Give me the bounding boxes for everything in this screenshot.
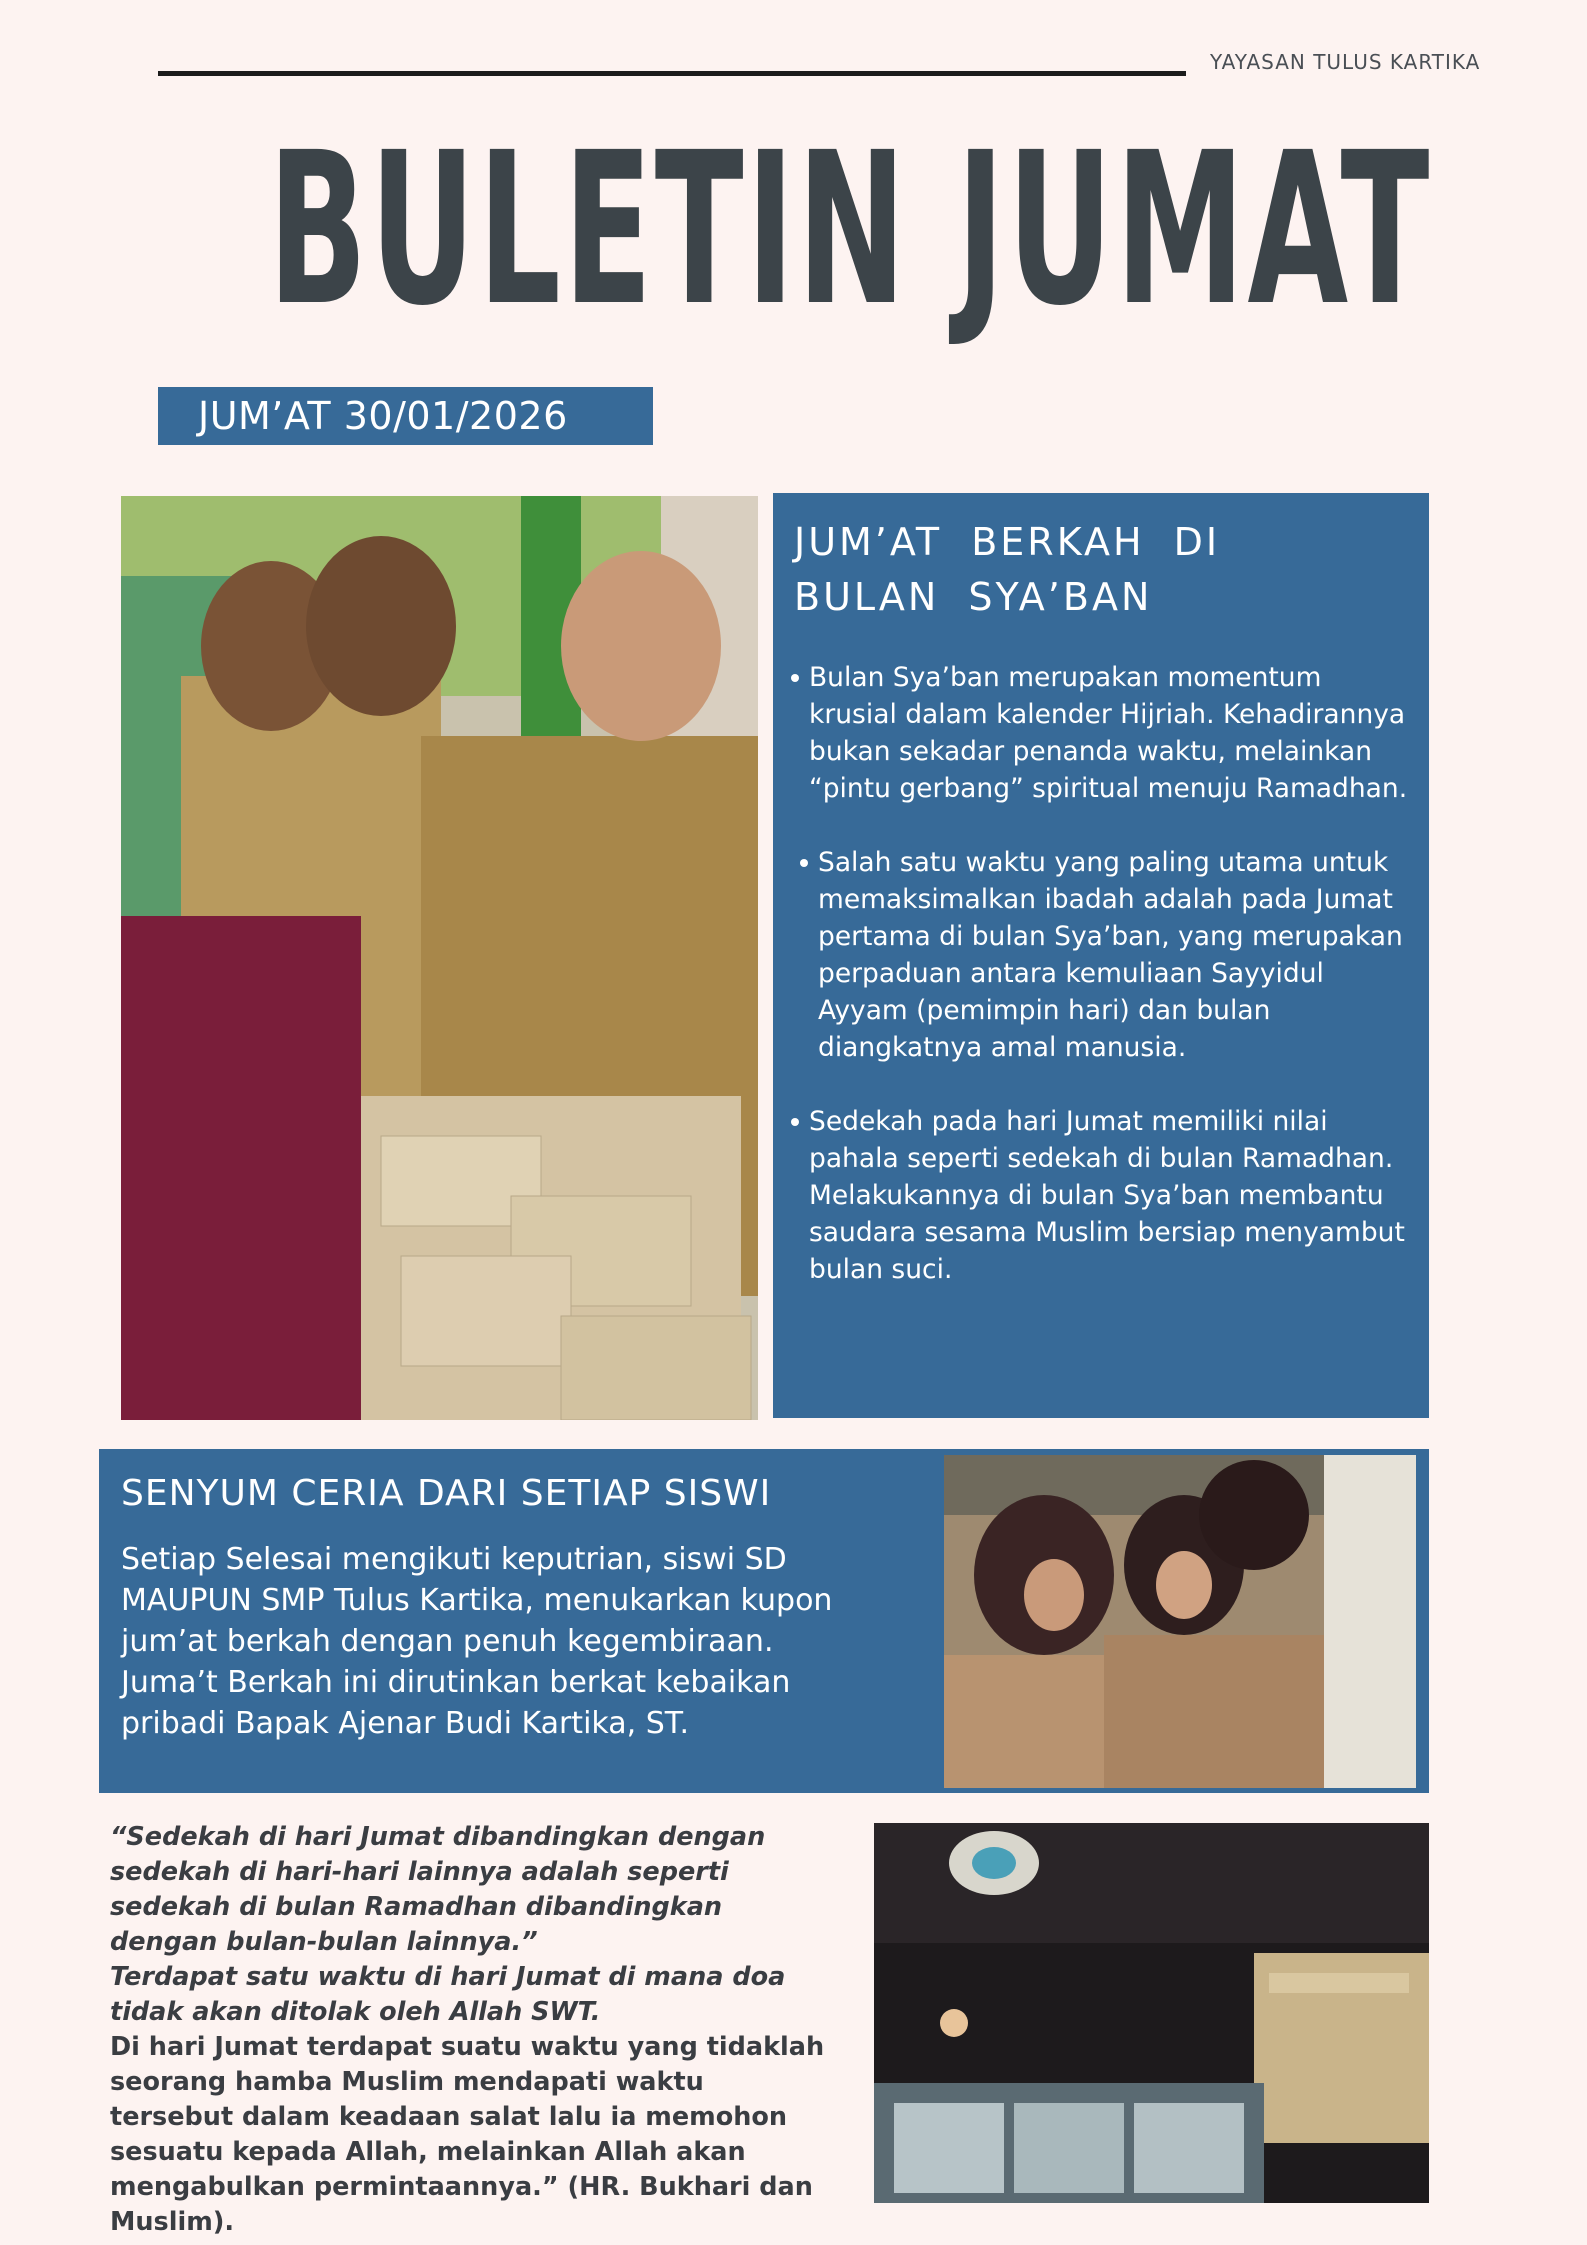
photo-students-food-boxes xyxy=(121,496,758,1420)
organization-name: YAYASAN TULUS KARTIKA xyxy=(1210,50,1481,74)
page-title: BULETIN JUMAT xyxy=(268,107,1432,352)
photo-students-smiling xyxy=(944,1455,1416,1788)
quote-paragraph: Di hari Jumat terdapat suatu waktu yang tidaklah seorang hamba Muslim mendapati waktu tersebut dalam keadaan salat lalu ia memohon sesuatu kepada Allah, melainkan Allah akan mengabulkan permintaannya.” (HR. Bukhari dan Muslim). xyxy=(110,2032,825,2237)
bullet-item: Sedekah pada hari Jumat memiliki nilai pahala seperti sedekah di bulan Ramadhan. Melakukannya di bulan Sya’ban membantu saudara sesama Muslim bersiap menyambut bulan suci. xyxy=(791,1103,1416,1288)
quote-paragraph: Terdapat satu waktu di hari Jumat di mana doa tidak akan ditolak oleh Allah SWT. xyxy=(110,1962,786,2027)
bullet-item: Bulan Sya’ban merupakan momentum krusial dalam kalender Hijriah. Kehadirannya bukan sekadar penanda waktu, melainkan “pintu gerbang” spiritual menuju Ramadhan. xyxy=(791,659,1416,807)
date-badge: JUM’AT 30/01/2026 xyxy=(158,387,653,445)
bullet-item: Salah satu waktu yang paling utama untuk memaksimalkan ibadah adalah pada Jumat pertama di bulan Sya’ban, yang merupakan perpaduan antara kemuliaan Sayyidul Ayyam (pemimpin hari) dan bulan diangkatnya amal manusia. xyxy=(791,844,1416,1066)
article-title: SENYUM CERIA DARI SETIAP SISWI xyxy=(121,1473,772,1514)
article-bullet-list xyxy=(791,659,1416,1325)
photo-coupon-exchange xyxy=(874,1823,1429,2203)
article-body: Setiap Selesai mengikuti keputrian, siswi SD MAUPUN SMP Tulus Kartika, menukarkan kupon jum’at berkah dengan penuh kegembiraan. Juma’t Berkah ini dirutinkan berkat kebaikan pribadi Bapak Ajenar Budi Kartika, ST. xyxy=(121,1542,833,1741)
header-rule xyxy=(158,71,1186,76)
hadith-quote xyxy=(110,1820,830,2240)
article-title: JUM’AT BERKAH DI BULAN SYA’BAN xyxy=(794,520,1221,619)
article-jumat-berkah xyxy=(773,493,1429,1418)
quote-paragraph: “Sedekah di hari Jumat dibandingkan dengan sedekah di hari-hari lainnya adalah seperti sedekah di bulan Ramadhan dibandingkan dengan bulan-bulan lainnya.” xyxy=(110,1822,766,1957)
